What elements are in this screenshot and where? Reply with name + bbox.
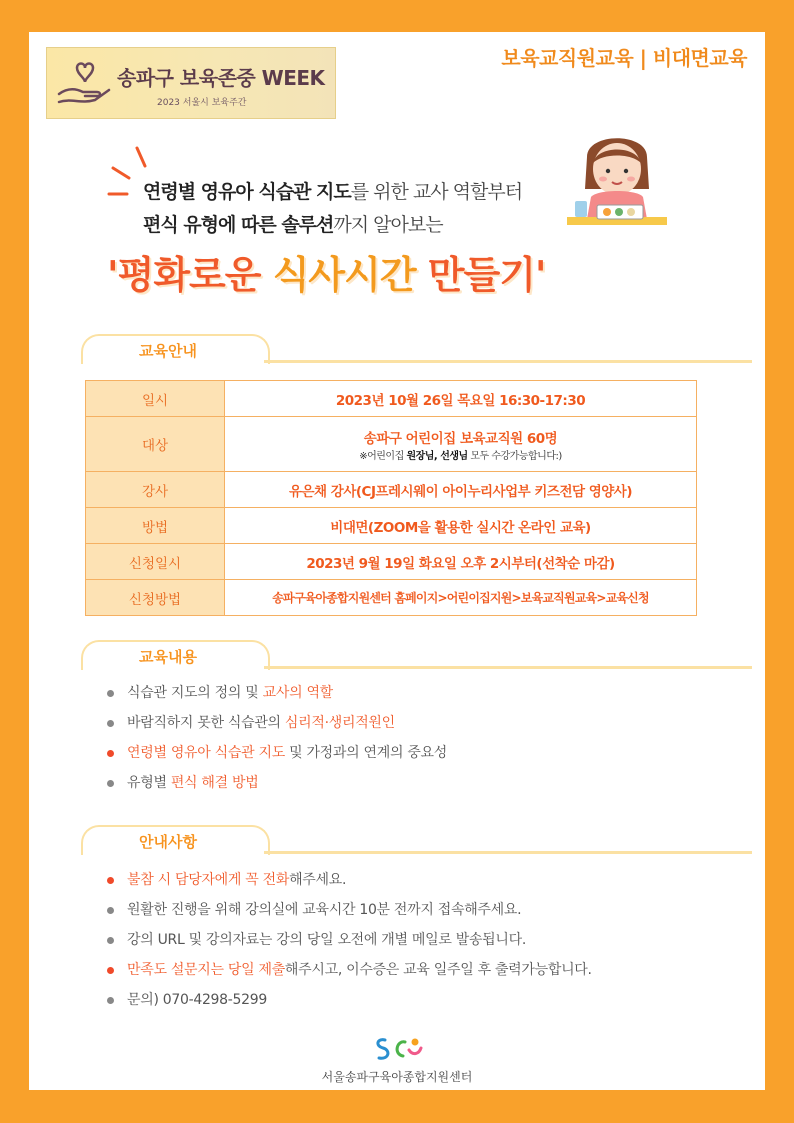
info-key-target: 대상	[86, 417, 225, 472]
list-item: 식습관 지도의 정의 및 교사의 역할	[107, 681, 447, 711]
main-title-part3: 만들기'	[415, 253, 546, 297]
list-item: 연령별 영유아 식습관 지도 및 가정과의 연계의 중요성	[107, 741, 447, 771]
footer	[29, 1034, 765, 1085]
info-target-note-c: 모두 수강가능합니다:)	[467, 450, 562, 462]
info-value-method: 비대면(ZOOM을 활용한 실시간 온라인 교육)	[225, 508, 697, 544]
notice-list	[107, 868, 592, 1018]
main-title	[107, 244, 546, 299]
info-value-apply-method: 송파구육아종합지원센터 홈페이지>어린이집지원>보육교직원교육>교육신청	[225, 580, 697, 616]
info-value-date: 2023년 10월 26일 목요일 16:30-17:30	[225, 381, 697, 417]
week-banner	[46, 47, 336, 119]
info-value-target: 송파구 어린이집 보육교직원 60명	[363, 430, 558, 447]
info-target-note-a: ※어린이집	[359, 450, 407, 462]
info-key-apply-method: 신청방법	[86, 580, 225, 616]
intro-line-1	[143, 177, 522, 204]
list-item: 불참 시 담당자에게 꼭 전화해주세요.	[107, 868, 592, 898]
table-row	[86, 472, 697, 508]
intro-highlight-1: 연령별 영유아 식습관 지도	[143, 181, 351, 203]
info-value-target-cell	[225, 417, 697, 472]
table-row	[86, 580, 697, 616]
info-table	[85, 380, 697, 616]
main-title-part2: 식사시간	[272, 253, 416, 297]
info-key-method: 방법	[86, 508, 225, 544]
info-value-apply-date: 2023년 9월 19일 화요일 오후 2시부터(선착순 마감)	[225, 544, 697, 580]
info-key-instructor: 강사	[86, 472, 225, 508]
table-row	[86, 508, 697, 544]
intro-highlight-2: 편식 유형에 따른 솔루션	[143, 214, 334, 236]
info-value-instructor: 유은채 강사(CJ프레시웨이 아이누리사업부 키즈전담 영양사)	[225, 472, 697, 508]
eating-girl-illustration	[557, 127, 677, 242]
list-item: 강의 URL 및 강의자료는 강의 당일 오전에 개별 메일로 발송됩니다.	[107, 928, 592, 958]
hand-heart-icon	[55, 58, 115, 108]
banner-subtitle: 2023 서울시 보육주간	[157, 98, 247, 108]
list-item: 바람직하지 못한 식습관의 심리적·생리적원인	[107, 711, 447, 741]
info-target-note-b: 원장님, 선생님	[406, 450, 468, 462]
table-row	[86, 381, 697, 417]
info-key-apply-date: 신청일시	[86, 544, 225, 580]
intro-rest-1: 를 위한 교사 역할부터	[350, 181, 523, 203]
section-title-notice: 안내사항	[139, 833, 197, 851]
banner-title: 송파구 보육존중 WEEK	[117, 66, 325, 90]
info-key-date: 일시	[86, 381, 225, 417]
info-target-note	[226, 447, 695, 462]
list-item: 만족도 설문지는 당일 제출해주시고, 이수증은 교육 일주일 후 출력가능합니다.	[107, 958, 592, 988]
list-item: 원활한 진행을 위해 강의실에 교육시간 10분 전까지 접속해주세요.	[107, 898, 592, 928]
content-list	[107, 681, 447, 801]
main-title-part1: '평화로운	[107, 253, 273, 297]
table-row	[86, 544, 697, 580]
intro-line-2	[143, 210, 443, 237]
section-title-info: 교육안내	[139, 342, 197, 360]
center-logo-icon	[371, 1034, 423, 1064]
table-row	[86, 417, 697, 472]
intro-rest-2: 까지 알아보는	[333, 214, 443, 236]
list-item: 유형별 편식 해결 방법	[107, 771, 447, 801]
footer-org-name: 서울송파구육아종합지원센터	[321, 1070, 473, 1084]
poster-page	[29, 32, 765, 1090]
list-item: 문의) 070-4298-5299	[107, 988, 592, 1018]
emphasis-sparks-icon	[107, 144, 147, 214]
education-type-label: 보육교직원교육 | 비대면교육	[501, 46, 747, 70]
section-title-content: 교육내용	[139, 648, 197, 666]
